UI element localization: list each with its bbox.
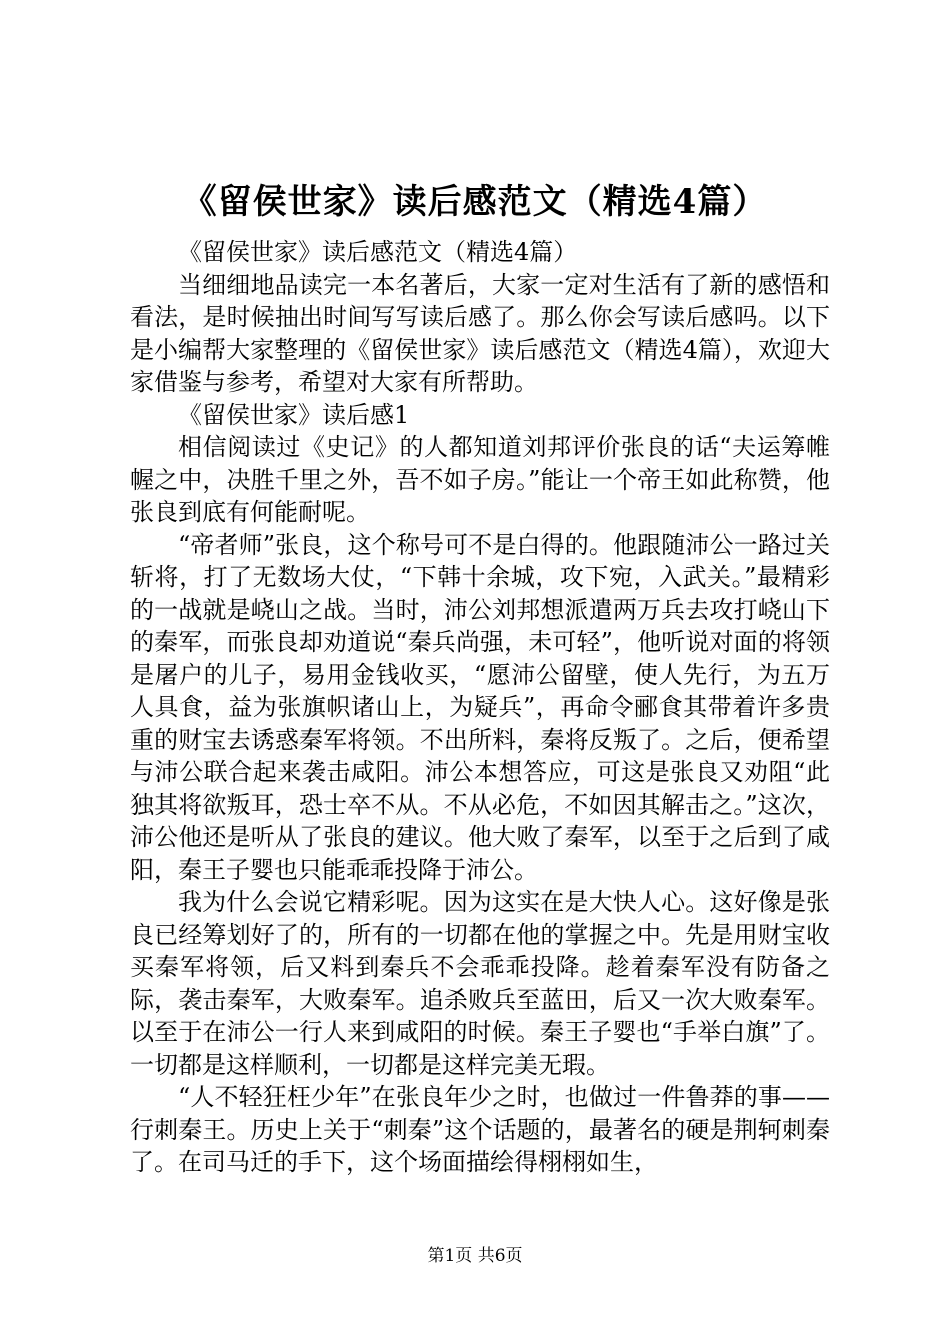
page-footer: 第1页 共6页 [427, 1246, 523, 1266]
body-paragraph: 我为什么会说它精彩呢。因为这实在是大快人心。这好像是张良已经筹划好了的，所有的一切都在他的掌握之中。先是用财宝收买秦军将领，后又料到秦兵不会乖乖投降。趁着秦军没有防备之际，袭击秦军，大败秦军。追杀败兵至蓝田，后又一次大败秦军。以至于在沛公一行人来到咸阳的时候。秦王子婴也“手举白旗”了。一切都是这样顺利，一切都是这样完美无瑕。 [130, 888, 830, 1079]
document-body [130, 236, 830, 1179]
intro-paragraph: 当细细地品读完一本名著后，大家一定对生活有了新的感悟和看法，是时候抽出时间写写读后感了。那么你会写读后感吗。以下是小编帮大家整理的《留侯世家》读后感范文（精选4篇），欢迎大家借鉴与参考，希望对大家有所帮助。 [130, 270, 830, 396]
document-title: 《留侯世家》读后感范文（精选4篇） [182, 182, 768, 222]
body-paragraph: “人不轻狂枉少年”在张良年少之时，也做过一件鲁莽的事——行刺秦王。历史上关于“刺秦”这个话题的，最著名的硬是荆轲刺秦了。在司马迁的手下，这个场面描绘得栩栩如生， [130, 1083, 830, 1176]
body-paragraph: “帝者师”张良，这个称号可不是白得的。他跟随沛公一路过关斩将，打了无数场大仗，“下韩十余城，攻下宛，入武关。”最精彩的一战就是峣山之战。当时，沛公刘邦想派遣两万兵去攻打峣山下的秦军，而张良却劝道说“秦兵尚强，未可轻”，他听说对面的将领是屠户的儿子，易用金钱收买，“愿沛公留壁，使人先行，为五万人具食，益为张旗帜诸山上，为疑兵”，再命令郦食其带着许多贵重的财宝去诱惑秦军将领。不出所料，秦将反叛了。之后，便希望与沛公联合起来袭击咸阳。沛公本想答应，可这是张良又劝阻“此独其将欲叛耳，恐士卒不从。不从必危，不如因其解击之。”这次，沛公他还是听从了张良的建议。他大败了秦军，以至于之后到了咸阳，秦王子婴也只能乖乖投降于沛公。 [130, 530, 830, 884]
body-paragraph: 相信阅读过《史记》的人都知道刘邦评价张良的话“夫运筹帷幄之中，决胜千里之外，吾不如子房。”能让一个帝王如此称赞，他张良到底有何能耐呢。 [130, 433, 830, 526]
section-heading: 《留侯世家》读后感1 [178, 400, 410, 429]
subtitle-paragraph: 《留侯世家》读后感范文（精选4篇） [178, 238, 578, 266]
